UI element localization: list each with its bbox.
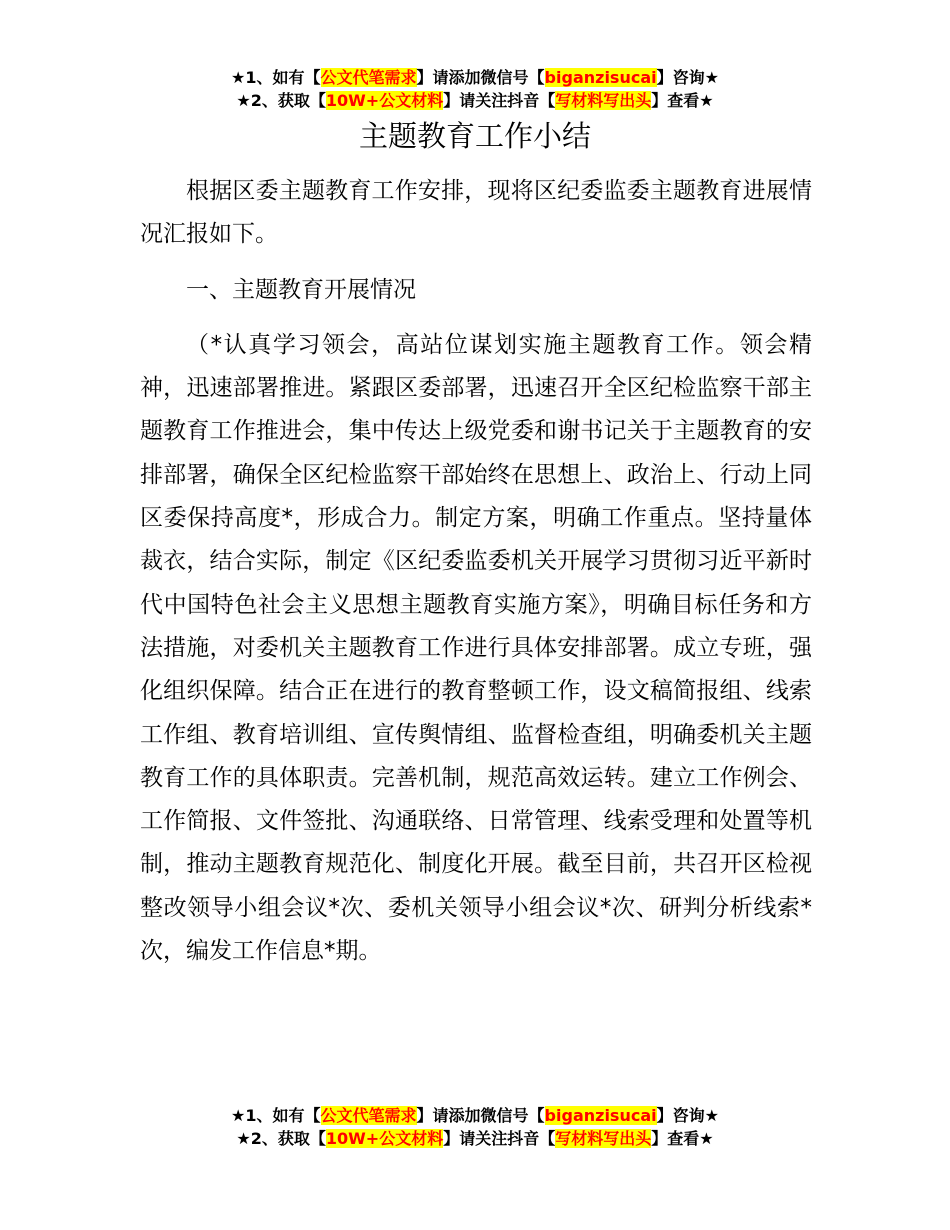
section-heading: 一、主题教育开展情况 [186, 276, 416, 303]
highlight-materials: 10W+公文材料 [325, 91, 444, 110]
highlight-wechat-id: biganzisucai [544, 1106, 657, 1125]
footer-banner [0, 1104, 950, 1150]
document-title: 主题教育工作小结 [358, 119, 591, 153]
highlight-service: 公文代笔需求 [320, 1106, 417, 1125]
footer-line-2: ★2、获取【10W+公文材料】请关注抖音【写材料写出头】查看★ [236, 1129, 714, 1148]
header-banner [0, 66, 950, 112]
highlight-douyin: 写材料写出头 [555, 91, 652, 110]
highlight-materials: 10W+公文材料 [325, 1129, 444, 1148]
highlight-wechat-id: biganzisucai [544, 68, 657, 87]
paragraph-content: （*认真学习领会，高站位谋划实施主题教育工作。领会精神，迅速部署推进。紧跟区委部署，迅速召开全区纪检监察干部主题教育工作推进会，集中传达上级党委和谢书记关于主题教育的安排部署，确保全区纪检监察干部始终在思想上、政治上、行动上同区委保持高度*，形成合力。制定方案，明确工作重点。坚持量体裁衣，结合实际，制定《区纪委监委机关开展学习贯彻习近平新时代中国特色社会主义思想主题教育实施方案》，明确目标任务和方法措施，对委机关主题教育工作进行具体安排部署。成立专班，强化组织保障。结合正在进行的教育整顿工作，设文稿简报组、线索工作组、教育培训组、宣传舆情组、监督检查组，明确委机关主题教育工作的具体职责。完善机制，规范高效运转。建立工作例会、工作简报、文件签批、沟通联络、日常管理、线索受理和处置等机制，推动主题教育规范化、制度化开展。截至目前，共召开区检视整改领导小组会议*次、委机关领导小组会议*次、研判分析线索*次，编发工作信息*期。 [140, 331, 812, 965]
banner-line-2: ★2、获取【10W+公文材料】请关注抖音【写材料写出头】查看★ [236, 91, 714, 110]
document-body [140, 170, 812, 973]
highlight-douyin: 写材料写出头 [555, 1129, 652, 1148]
paragraph-intro: 根据区委主题教育工作安排，现将区纪委监委主题教育进展情况汇报如下。 [140, 178, 812, 248]
highlight-service: 公文代笔需求 [320, 68, 417, 87]
footer-line-1: ★1、如有【公文代笔需求】请添加微信号【biganzisucai】咨询★ [231, 1106, 719, 1125]
banner-line-1: ★1、如有【公文代笔需求】请添加微信号【biganzisucai】咨询★ [231, 68, 719, 87]
